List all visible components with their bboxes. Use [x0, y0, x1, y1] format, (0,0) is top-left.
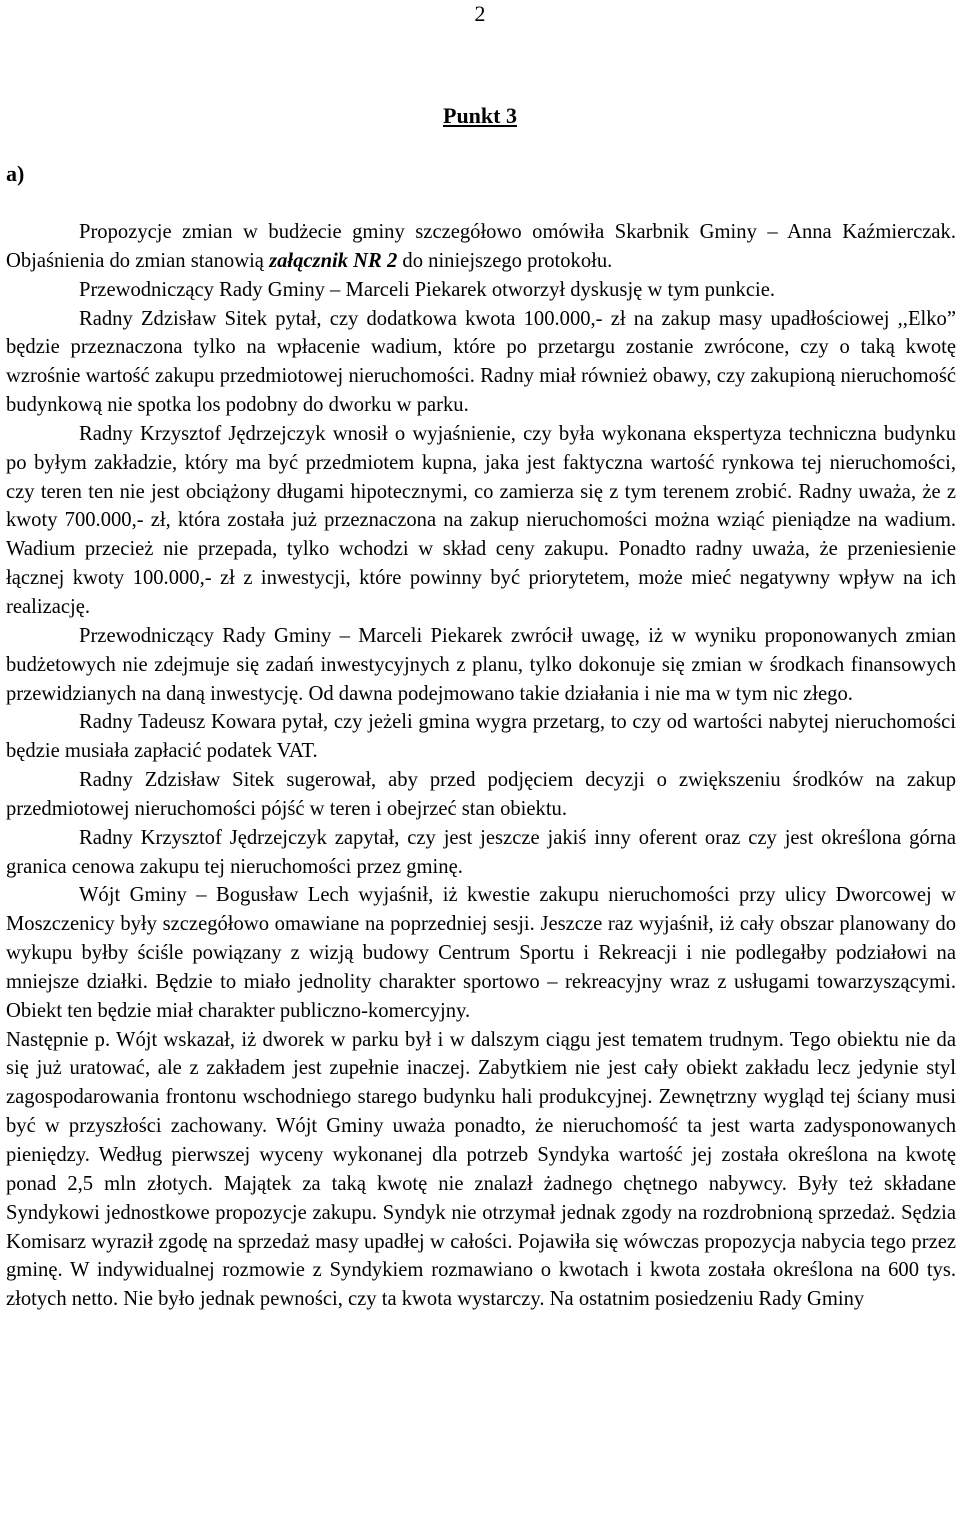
attachment-reference: załącznik NR 2	[269, 249, 398, 272]
paragraph: Radny Zdzisław Sitek sugerował, aby przed podjęciem decyzji o zwiększeniu środków na zakup przedmiotowej nieruchomości pójść w teren i obejrzeć stan obiektu.	[6, 769, 956, 820]
paragraph: Radny Tadeusz Kowara pytał, czy jeżeli gmina wygra przetarg, to czy od wartości nabytej nieruchomości będzie musiała zapłacić podatek VAT.	[6, 711, 956, 763]
paragraph: Radny Zdzisław Sitek pytał, czy dodatkowa kwota 100.000,- zł na zakup masy upadłościowej ,,Elko” będzie przeznaczona tylko na wpłacenie wadium, które po przetargu zostanie zwrócone, czy o taką kwotę wzrośnie wartość zakupu przedmiotowej nieruchomości. Radny miał również obawy, czy zakupioną nieruchomość budynkową nie spotka los podobny do dworku w parku.	[6, 307, 956, 417]
document-body	[6, 218, 956, 1314]
paragraph: Przewodniczący Rady Gminy – Marceli Piekarek zwrócił uwagę, iż w wyniku proponowanych zmian budżetowych nie zdejmuje się zadań inwestycyjnych z planu, tylko dokonuje się zmian w środkach finansowych przewidzianych na daną inwestycję. Od dawna podejmowano takie działania i nie ma w tym nic złego.	[6, 624, 956, 705]
paragraph: Następnie p. Wójt wskazał, iż dworek w parku był i w dalszym ciągu jest tematem trudnym. Tego obiektu nie da się już uratować, ale z zakładem jest zupełnie inaczej. Zabytkiem nie jest cały obiekt zakładu lecz jedynie styl zagospodarowania frontonu wschodniego starego budynku hali produkcyjnej. Zewnętrzny wygląd tej ściany musi być w przyszłości zachowany. Wójt Gminy uważa ponadto, że nieruchomość ta jest warta zadysponowanych pieniędzy. Według pierwszej wyceny wykonanej dla potrzeb Syndyka wartość jej została określona na kwotę ponad 2,5 mln złotych. Majątek za taką kwotę nie znalazł żadnego chętnego nabywcy. Były też składane Syndykowi jednostkowe propozycje zakupu. Syndyk nie otrzymał jednak zgody na rozdrobnioną sprzedaż. Sędzia Komisarz wyraził zgodę na sprzedaż masy upadłej w całości. Pojawiła się wówczas propozycja nabycia tego przez gminę. W indywidualnej rozmowie z Syndykiem rozmawiano o kwotach i kwota została określona na 600 tys. złotych netto. Nie było jednak pewności, czy ta kwota wystarczy. Na ostatnim posiedzeniu Rady Gminy	[6, 1028, 956, 1311]
paragraph: Radny Krzysztof Jędrzejczyk zapytał, czy jest jeszcze jakiś inny oferent oraz czy jest określona górna granica cenowa zakupu tej nieruchomości przez gminę.	[6, 826, 956, 878]
paragraph-budget-changes	[6, 218, 956, 276]
paragraph: Przewodniczący Rady Gminy – Marceli Piekarek otworzył dyskusję w tym punkcie.	[79, 278, 776, 301]
paragraph: Wójt Gminy – Bogusław Lech wyjaśnił, iż kwestie zakupu nieruchomości przy ulicy Dworcowej w Moszczenicy były szczegółowo omawiane na poprzedniej sesji. Jeszcze raz wyjaśnił, iż cały obszar planowany do wykupu byłby ściśle powiązany z wizją budowy Centrum Sportu i Rekreacji i nie podlegałby podziałowi na mniejsze działki. Będzie to miało jednolity charakter sportowo – rekreacyjny wraz z usługami towarzyszącymi. Obiekt ten będzie miał charakter publiczno-komercyjny.	[6, 884, 956, 1022]
section-title: Punkt 3	[443, 103, 517, 128]
subsection-label: a)	[6, 161, 25, 186]
page-number: 2	[474, 1, 486, 26]
paragraph: Radny Krzysztof Jędrzejczyk wnosił o wyjaśnienie, czy była wykonana ekspertyza techniczna budynku po byłym zakładzie, który ma być przedmiotem kupna, jaka jest faktyczna wartość rynkowa tej nieruchomości, czy teren ten nie jest obciążony długami hipotecznymi, co zamierza się z tym terenem zrobić. Radny uważa, że z kwoty 700.000,- zł, która została już przeznaczona na zakup nieruchomości można wziąć pieniądze na wadium. Wadium przecież nie przepada, tylko wchodzi w skład ceny zakupu. Ponadto radny uważa, że przeniesienie łącznej kwoty 100.000,- zł z inwestycji, które powinny być priorytetem, może mieć negatywny wpływ na ich realizację.	[6, 422, 956, 618]
paragraph-text: do niniejszego protokołu.	[397, 249, 613, 272]
paragraph-text: Propozycje zmian w budżecie gminy szczegółowo omówiła Skarbnik Gminy – Anna Kaźmierczak. Objaśnienia do zmian stanowią	[6, 221, 956, 272]
